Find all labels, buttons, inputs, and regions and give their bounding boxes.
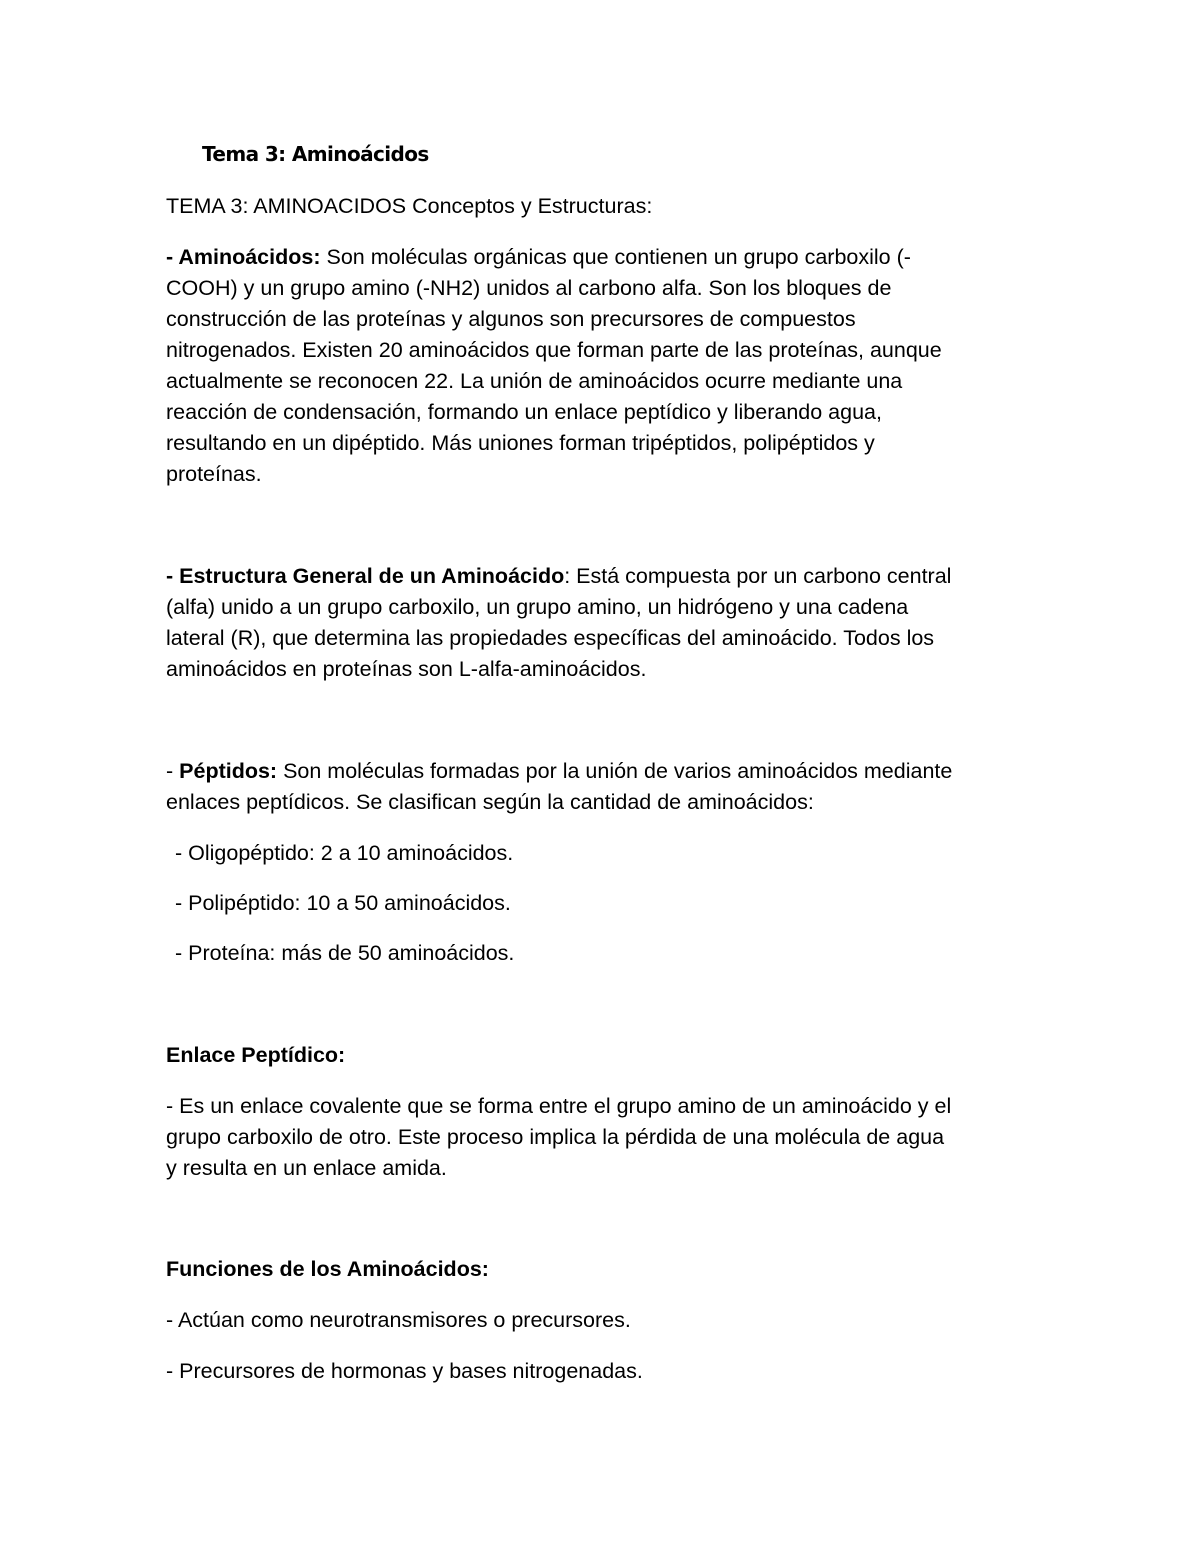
paragraph-line: enlaces peptídicos. Se clasifican según la cantidad de aminoácidos: [166,790,814,814]
paragraph-line: construcción de las proteínas y algunos son precursores de compuestos [166,307,856,331]
list-item: - Proteína: más de 50 aminoácidos. [175,941,515,965]
paragraph-line: nitrogenados. Existen 20 aminoácidos que forman parte de las proteínas, aunque [166,338,942,362]
document-subtitle: TEMA 3: AMINOACIDOS Conceptos y Estructuras: [166,194,653,218]
aminoacidos-label: - Aminoácidos: [166,245,321,269]
paragraph-line: (alfa) unido a un grupo carboxilo, un grupo amino, un hidrógeno y una cadena [166,595,909,619]
document-title: Tema 3: Aminoácidos [202,142,429,166]
paragraph-line [166,242,911,273]
paragraph-line: proteínas. [166,462,262,486]
paragraph-line: - Es un enlace covalente que se forma entre el grupo amino de un aminoácido y el [166,1094,952,1118]
list-item: - Actúan como neurotransmisores o precursores. [166,1308,631,1332]
paragraph-line: y resulta en un enlace amida. [166,1156,447,1180]
paragraph-line: grupo carboxilo de otro. Este proceso implica la pérdida de una molécula de agua [166,1125,945,1149]
peptidos-label: Péptidos: [179,759,278,783]
paragraph-line [166,561,951,592]
paragraph-line: reacción de condensación, formando un enlace peptídico y liberando agua, [166,400,882,424]
list-item: - Oligopéptido: 2 a 10 aminoácidos. [175,841,514,865]
line-text: Son moléculas orgánicas que contienen un grupo carboxilo (- [320,245,911,269]
paragraph-line: aminoácidos en proteínas son L-alfa-aminoácidos. [166,657,647,681]
list-item: - Precursores de hormonas y bases nitrogenadas. [166,1359,643,1383]
section-heading: Funciones de los Aminoácidos: [166,1257,489,1281]
paragraph-line: COOH) y un grupo amino (-NH2) unidos al carbono alfa. Son los bloques de [166,276,892,300]
line-text: Son moléculas formadas por la unión de varios aminoácidos mediante [277,759,953,783]
paragraph-line [166,756,952,787]
paragraph-line: lateral (R), que determina las propiedades específicas del aminoácido. Todos los [166,626,935,650]
paragraph-line: resultando en un dipéptido. Más uniones forman tripéptidos, polipéptidos y [166,431,875,455]
paragraph-line: actualmente se reconocen 22. La unión de aminoácidos ocurre mediante una [166,369,903,393]
line-text: : Está compuesta por un carbono central [564,564,952,588]
section-heading: Enlace Peptídico: [166,1043,346,1067]
estructura-label: - Estructura General de un Aminoácido [166,564,565,588]
peptidos-prefix: - [166,759,180,783]
list-item: - Polipéptido: 10 a 50 aminoácidos. [175,891,511,915]
